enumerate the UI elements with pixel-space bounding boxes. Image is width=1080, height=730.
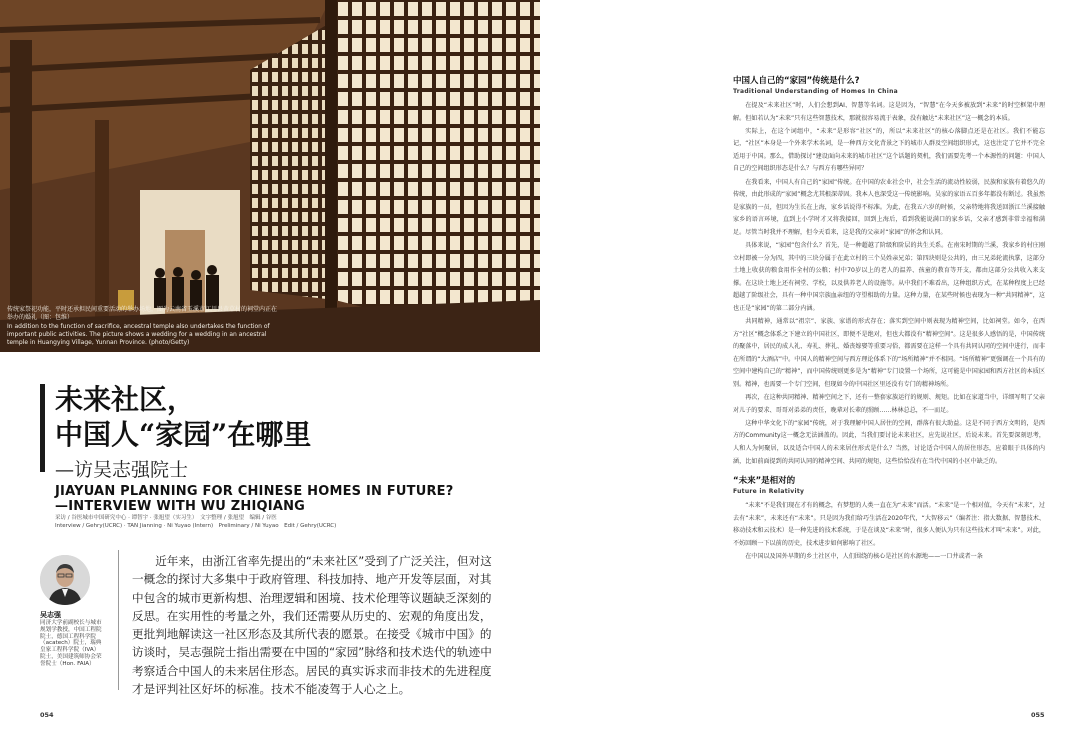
body-paragraph-9: 在中国以及国外早期的乡土社区中，人们围绕的核心是社区的水源地——一口井或者一条: [745, 553, 983, 561]
article-subtitle-cn: —访吴志强院士: [55, 459, 189, 481]
body-paragraph-8: “未来”不是我们现在才有的概念，有梦想的人类一直在为“未来”而活。“未来”是一个相对值，今天有“未来”，过去有“未来”，未来还有“未来”。只是因为我们给巧生活在2020年代，“大智移云”（编者注：指大数据、智慧技术、移动技术和云技术）是一种先进的技术系统，于是在谈及“未来”时，很多人便认为只有这些技术才叫“未来”。对此，不妨回顾一下以前的历史，技术进步如何影响了社区。: [733, 502, 1045, 547]
section1-heading-en: Traditional Understanding of Homes In China: [733, 88, 899, 95]
title-accent-bar: [40, 384, 45, 472]
body-paragraph-3: 在我看来，中国人有自己的“家园”传统。在中国的农业社会中，社会生活的流动性较弱，民族和家族有着悠久的传统，由此形成的“家园”概念尤其根深蒂固。我本人也深受这一传统影响。吴家的家语五百多年都没有断过。我虽然是家族的一员，但因为生长在上海，家乡话说得不标准。为此，在我五六岁的时候，父亲特地将我送回浙江兰溪接触家乡的语言环境，直到上小学时才又将我接回，回到上海后，看到我能说满口的家乡话，父亲才感到非常幸福和满足。尽管当时我并不理解，但今天看来，这是我的父亲对“家园”的怀念和认同。: [733, 178, 1045, 236]
title-en-line2: —INTERVIEW WITH WU ZHIQIANG: [55, 499, 306, 514]
author-name: 吴志强: [40, 611, 61, 619]
body-paragraph-4: 具体来说，“家园”包含什么？首先，是一种超越了阶级和阶层的共生关系。在南宋时期的兰溪，我家乡的村庄刚立村即被一分为四，其中的三块分属于在此立村的三个吴姓亲兄弟；第四块则是公共的，由三兄弟轮流执掌，这部分土地上收获的粮食用作全村的公粮；村中70岁以上的老人的温养、孩童的教育等开支，都由这部分公共收入来支撑。在这块土地上还有祠堂、学校，以及供养老人的设施等。从中我们不难看出，这种组织方式，在某种程度上已经超越了阶级社会，具有一种中国宗族血亲纽的守望相助的力量。这种力量，在某些时候也表现为一种“共同精神”，这也正是“家园”的第二部分内涵。: [733, 242, 1045, 312]
page-number-right: 055: [1031, 711, 1045, 719]
title-cn-line1: 未来社区，: [55, 383, 196, 416]
title-en-line1: JIAYUAN PLANNING FOR CHINESE HOMES IN FUTURE?: [55, 484, 454, 499]
title-cn-line2: 中国人“家园”在哪里: [55, 418, 312, 451]
article-lead: 近年来，由浙江省率先提出的“未来社区”受到了广泛关注，但对这一概念的探讨大多集中于政府管理、科技加持、地产开发等层面，对其中包含的城市更新构想、治理逻辑和困境、技术伦理等议题缺乏深刻的反思。在实用性的考量之外，我们还需要从历史的、宏观的角度出发，更批判地解读这一社区形态及其所代表的愿景。在接受《城市中国》的访谈时，吴志强院士指出需要在中国的“家园”脉络和技术迭代的轨迹中考察适合中国人的未来居住形态。居民的真实诉求而非技术的先进程度才是评判社区好坏的标准。技术不能凌驾于人心之上。: [132, 554, 492, 697]
body-paragraph-7: 这种中华文化下的“家园”传统，对于我理解中国人居住的空间，群落有很大助益。这是不同于西方文明的，是西方的Community这一概念无法涵盖的。因此，当我们要讨论未来社区，应先说社区，后说未来。首先要深刻思考，人和人为何聚居，以及适合中国人的未来居住形式是什么？当然，讨论适合中国人的居住形态，应着眼于具体的内涵，比如前面提到的共同认同的精神空间、共同的规矩，这些恰恰没有在当代中国的小区中缺乏的。: [733, 419, 1045, 465]
article-credits: [55, 515, 355, 530]
photo-caption: [7, 306, 277, 347]
body-paragraph-5: 共同精神，通常以“祖宗”、家族、家谱的形式存在；落实到空间中则表现为精神空间，比如祠堂。如今，在西方“社区”概念体系之下建立的中国社区，即便不是绝对，但也大都没有“精神空间”。这是很多人感悟的是，中国传统的聚落中，居民的成人礼、寿礼、葬礼、婚丧嫁娶等重要习俗，都需要在这样一个具有共同认同的空间中进行，而非在所谓的“大酒店”中。中国人的精神空间与西方理论体系下的“场所精神”并不相同。“场所精神”更强调在一个具有的空间中建构自己的“精神”，而中国传统则更多是为“精神”专门设置一个场所，这可能是中国家园和西方社区的本质区别。精神，也需要一个专门空间，但现如今的中国社区里还没有专门的精神场所。: [733, 318, 1045, 389]
body-paragraph-6: 再次，在这种共同精神、精神空间之下，还有一整套家族运行的规则、规矩。比如在家道当中，详细写明了父亲对儿子的要求、哥哥对弟弟的责任，晚辈对长辈的照顾……林林总总，不一而足。: [733, 394, 1045, 414]
section2: [733, 476, 1045, 563]
section1-heading-cn: 中国人自己的“家园”传统是什么?: [733, 76, 860, 86]
right-body-column: [733, 76, 1045, 564]
body-paragraph-1: 在提及“未来社区”时，人们会想到AI、智慧等名词。这是因为，“智慧”在今天多被放到“未来”的时空框架中理解。但如若认为“未来”只有这些智慧技术，那就很容易流于表象，没有触达“未来社区”这一概念的本质。: [733, 102, 1045, 122]
author-portrait: [40, 555, 90, 605]
photo-caption-cn: 传统家祭祀功能，平时还承担民间重要活动的举办场地，图为云南省玉溪市江川县黄草村的祠堂内正在举办的婚礼（图：包维）: [7, 306, 278, 322]
credits-en: Interview / Gehry(UCRC) · TAN Jianning · Ni Yuyao (Intern) Preliminary / Ni Yuyao Edit / Gehry(UCRC): [55, 522, 337, 529]
photo-caption-en: In addition to the function of sacrifice, ancestral temple also undertakes the function of important public activities. The picture shows a wedding for a wedding in an ancestral temple in Huangying Village, Yunnan Province. (photo/Getty): [7, 322, 270, 347]
bio-divider: [118, 550, 119, 690]
photo-illustration: [0, 0, 540, 352]
body-paragraph-2: 实际上，在这个词组中，“未来”是形容“社区”的，所以“未来社区”的核心落脚点还是在社区。我们不能忘记，“社区”本身是一个外来学术名词，是一种西方文化背景之下的城市人群及空间组织形式，这也注定了它并不完全适用于中国。那么，借助探讨“建设面向未来的城市社区”这个话题的契机，我们需要先考一个本源性的问题：中国人自己的空间组织形态是什么？与西方有哪些异同？: [733, 127, 1045, 173]
section2-heading-en: Future in Relativity: [733, 488, 805, 496]
author-bio: [40, 611, 104, 668]
article-title-en: [55, 484, 454, 514]
article-title-cn: [55, 382, 311, 452]
author-bio-text: 同济大学前副校长与城市规划学教授，中国工程院院士，德国工程科学院（acatech）院士，瑞典皇家工程科学院（IVA）院士，美国建筑师协会荣誉院士（Hon. FAIA）: [40, 620, 102, 667]
ancestral-temple-photo: [0, 0, 540, 352]
credits-cn: 采访 / 谷医城市中国研究中心 · 谭智宇 · 张旭望（实习生） 文字整理 / 张旭望 编辑 / 谷医: [55, 515, 277, 521]
portrait-illustration: [40, 555, 90, 605]
section2-heading-cn: “未来”是相对的: [733, 476, 796, 487]
page-number-left: 054: [40, 711, 54, 719]
